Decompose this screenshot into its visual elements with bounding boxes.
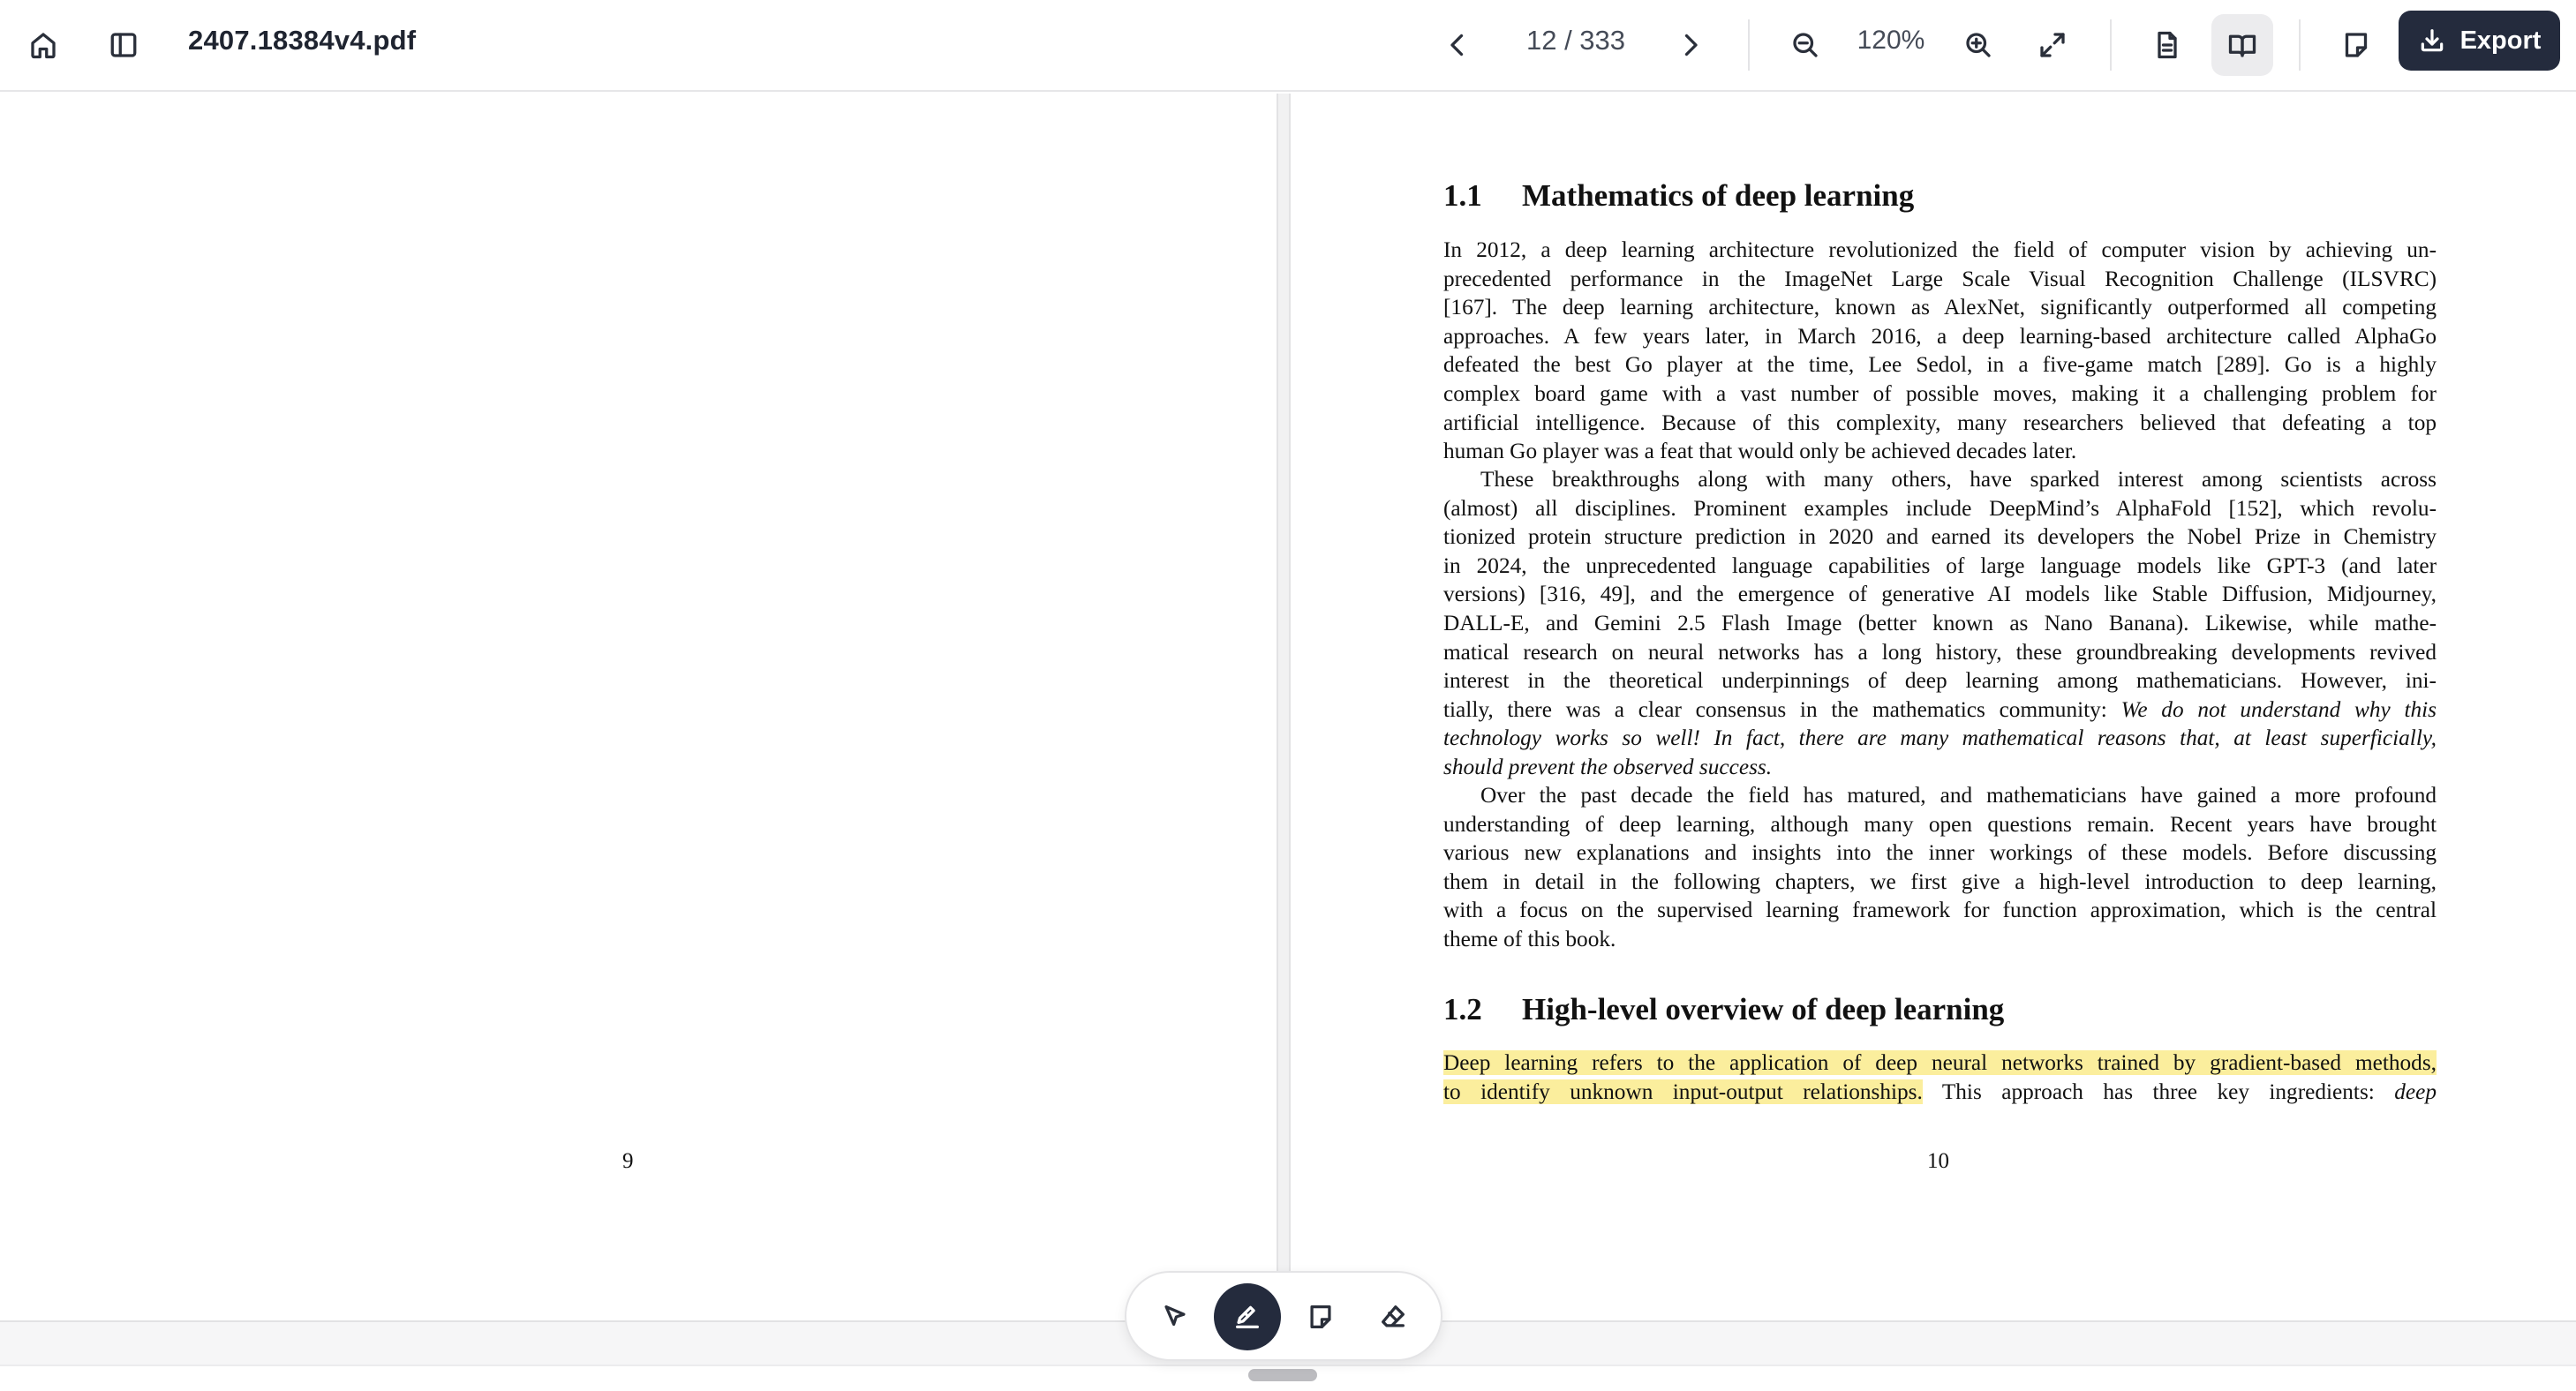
note-tool-button[interactable] (1287, 1283, 1354, 1350)
text-line (1443, 696, 2437, 725)
single-page-view-button[interactable] (2136, 14, 2198, 76)
page-gutter (1277, 94, 1291, 1320)
home-button[interactable] (12, 14, 74, 76)
highlight-annotation[interactable]: to identify unknown input-output relationships. (1443, 1079, 1923, 1104)
home-icon (27, 29, 59, 61)
chevron-right-icon (1675, 29, 1706, 61)
paragraph-4 (1443, 1049, 2437, 1106)
paragraph-3 (1443, 781, 2437, 954)
single-page-icon (2151, 29, 2183, 61)
toolbar-divider (2299, 19, 2301, 71)
text-line: matical research on neural networks has a long history, these groundbreaking developments revived (1443, 639, 2437, 665)
text-line: complex board game with a vast number of possible moves, making it a challenging problem for (1443, 380, 2437, 406)
two-page-view-button[interactable] (2211, 14, 2273, 76)
sticky-note-icon (2340, 29, 2372, 61)
fit-page-button[interactable] (2022, 14, 2083, 76)
section-heading-1-1 (1443, 178, 1914, 214)
previous-page-button[interactable] (1427, 14, 1488, 76)
text-line: In 2012, a deep learning architecture revolutionized the field of computer vision by achieving un- (1443, 237, 2437, 262)
text-line: human Go player was a feat that would only be achieved decades later. (1443, 439, 2077, 464)
section-number: 1.2 (1443, 992, 1482, 1026)
highlight-annotation[interactable]: Deep learning refers to the application of deep neural networks trained by gradient-based methods, (1443, 1050, 2437, 1075)
pointer-icon (1160, 1302, 1190, 1332)
toolbar-divider (1748, 19, 1750, 71)
note-icon (1306, 1302, 1336, 1332)
zoom-level[interactable]: 120% (1857, 26, 1925, 55)
text-line: (almost) all disciplines. Prominent examples include DeepMind’s AlphaFold [152], which revolu- (1443, 495, 2437, 521)
export-button[interactable] (2399, 11, 2560, 71)
top-toolbar (0, 0, 2576, 92)
annotation-toolbar (1125, 1271, 1442, 1361)
italic-text: deep (2394, 1079, 2437, 1104)
text-line: versions) [316, 49], and the emergence of generative AI models like Stable Diffusion, Midjourney, (1443, 582, 2437, 607)
zoom-in-button[interactable] (1947, 14, 2009, 76)
section-title: Mathematics of deep learning (1522, 178, 1915, 213)
eraser-icon (1378, 1302, 1408, 1332)
text-line (1443, 1078, 2437, 1107)
highlighter-icon (1232, 1302, 1262, 1332)
text-line: understanding of deep learning, although many open questions remain. Recent years have brought (1443, 811, 2437, 837)
section-heading-1-2 (1443, 992, 2004, 1027)
toolbar-divider (2110, 19, 2112, 71)
text-line: tionized protein structure prediction in 2020 and earned its developers the Nobel Prize in Chemistry (1443, 524, 2437, 550)
book-open-icon (2226, 29, 2258, 61)
sidebar-toggle-button[interactable] (93, 14, 154, 76)
download-icon (2418, 26, 2446, 55)
text-line (1443, 753, 2437, 782)
notes-button[interactable] (2325, 14, 2387, 76)
zoom-out-button[interactable] (1774, 14, 1836, 76)
text-line: interest in the theoretical underpinnings of deep learning among mathematicians. However, ini- (1443, 668, 2437, 694)
text-line: Over the past decade the field has matured, and mathematicians have gained a more profound (1480, 783, 2437, 808)
pdf-page-left[interactable] (0, 94, 1277, 1320)
paragraph-1 (1443, 236, 2437, 466)
chevron-left-icon (1442, 29, 1473, 61)
page-indicator[interactable]: 12 / 333 (1525, 25, 1626, 56)
zoom-out-icon (1789, 29, 1821, 61)
text-line: theme of this book. (1443, 926, 1616, 951)
sidebar-toggle-icon (108, 29, 139, 61)
text-fragment: tially, there was a clear consensus in the mathematics community: (1443, 696, 2107, 722)
text-line (1443, 1049, 2437, 1078)
italic-text: We do not understand why this (2120, 696, 2437, 722)
section-title: High-level overview of deep learning (1522, 992, 2005, 1026)
text-fragment: This approach has three key ingredients: (1941, 1079, 2375, 1104)
expand-icon (2037, 29, 2068, 61)
select-tool-button[interactable] (1141, 1283, 1209, 1350)
export-label: Export (2459, 26, 2542, 55)
text-line: defeated the best Go player at the time, Lee Sedol, in a five-game match [289]. Go is a highly (1443, 352, 2437, 378)
text-line: with a focus on the supervised learning framework for function approximation, which is the central (1443, 898, 2437, 923)
page-number-right: 10 (1927, 1149, 1949, 1173)
file-name: 2407.18384v4.pdf (188, 25, 417, 56)
highlight-tool-button[interactable] (1214, 1283, 1281, 1350)
text-line (1443, 724, 2437, 753)
text-line: [167]. The deep learning architecture, known as AlexNet, significantly outperformed all competing (1443, 295, 2437, 320)
italic-text: technology works so well! In fact, there are many mathematical reasons that, at least superficially, (1443, 726, 2437, 751)
italic-text: should prevent the observed success. (1443, 754, 1773, 779)
paragraph-2 (1443, 465, 2437, 782)
text-line: artificial intelligence. Because of this complexity, many researchers believed that defeating a top (1443, 410, 2437, 435)
text-line: various new explanations and insights into the inner workings of these models. Before discussing (1443, 840, 2437, 866)
text-line: them in detail in the following chapters, we first give a high-level introduction to deep learning, (1443, 868, 2437, 894)
text-line: These breakthroughs along with many others, have sparked interest among scientists across (1480, 467, 2437, 492)
text-line: approaches. A few years later, in March 2016, a deep learning-based architecture called AlphaGo (1443, 323, 2437, 349)
scrollbar-thumb[interactable] (1248, 1369, 1317, 1381)
text-line: in 2024, the unprecedented language capabilities of large language models like GPT-3 (and later (1443, 553, 2437, 578)
page-number-left: 9 (622, 1149, 634, 1173)
text-line: precedented performance in the ImageNet Large Scale Visual Recognition Challenge (ILSVRC) (1443, 266, 2437, 291)
next-page-button[interactable] (1660, 14, 1721, 76)
eraser-tool-button[interactable] (1360, 1283, 1427, 1350)
text-line: DALL-E, and Gemini 2.5 Flash Image (better known as Nano Banana). Likewise, while mathe- (1443, 610, 2437, 635)
zoom-in-icon (1962, 29, 1994, 61)
section-number: 1.1 (1443, 178, 1482, 213)
